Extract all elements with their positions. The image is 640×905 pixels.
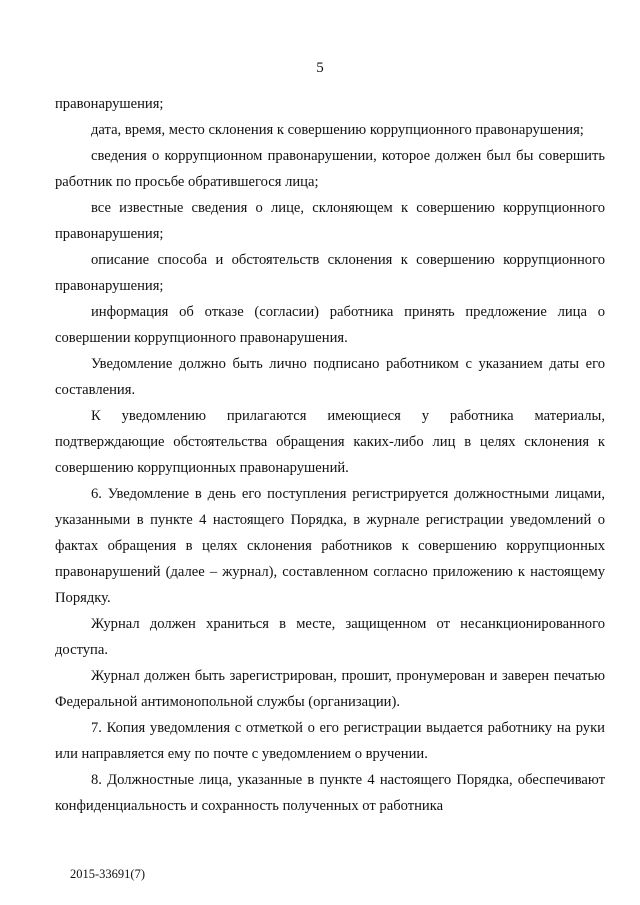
document-code: 2015-33691(7) bbox=[70, 867, 145, 881]
page-number: 5 bbox=[316, 60, 324, 76]
paragraph-4: все известные сведения о лице, склоняющем к совершению коррупционного правонарушения; bbox=[55, 200, 605, 242]
paragraph-5: описание способа и обстоятельств склонения к совершению коррупционного правонарушения; bbox=[55, 252, 605, 294]
paragraph-3: сведения о коррупционном правонарушении, которое должен был бы совершить работник по просьбе обратившегося лица; bbox=[55, 148, 605, 190]
paragraph-10: Журнал должен храниться в месте, защищенном от несанкционированного доступа. bbox=[55, 616, 605, 658]
paragraph-7: Уведомление должно быть лично подписано работником с указанием даты его составления. bbox=[55, 356, 605, 398]
paragraph-8: К уведомлению прилагаются имеющиеся у работника материалы, подтверждающие обстоятельства обращения каких-либо лиц в целях склонения к совершению коррупционных правонарушений. bbox=[55, 408, 605, 476]
document-body bbox=[55, 91, 605, 819]
paragraph-9: 6. Уведомление в день его поступления регистрируется должностными лицами, указанными в пункте 4 настоящего Порядка, в журнале регистрации уведомлений о фактах обращения в целях склонения работников к совершению коррупционных правонарушений (далее – журнал), составленном согласно приложению к настоящему Порядку. bbox=[55, 486, 605, 606]
paragraph-11: Журнал должен быть зарегистрирован, прошит, пронумерован и заверен печатью Федеральной антимонопольной службы (организации). bbox=[55, 668, 605, 710]
paragraph-6: информация об отказе (согласии) работника принять предложение лица о совершении коррупционного правонарушения. bbox=[55, 304, 605, 346]
paragraph-13: 8. Должностные лица, указанные в пункте 4 настоящего Порядка, обеспечивают конфиденциальность и сохранность полученных от работника bbox=[55, 772, 605, 814]
paragraph-12: 7. Копия уведомления с отметкой о его регистрации выдается работнику на руки или направляется ему по почте с уведомлением о вручении. bbox=[55, 720, 605, 762]
paragraph-2: дата, время, место склонения к совершению коррупционного правонарушения; bbox=[91, 122, 584, 138]
paragraph-1: правонарушения; bbox=[55, 96, 164, 112]
